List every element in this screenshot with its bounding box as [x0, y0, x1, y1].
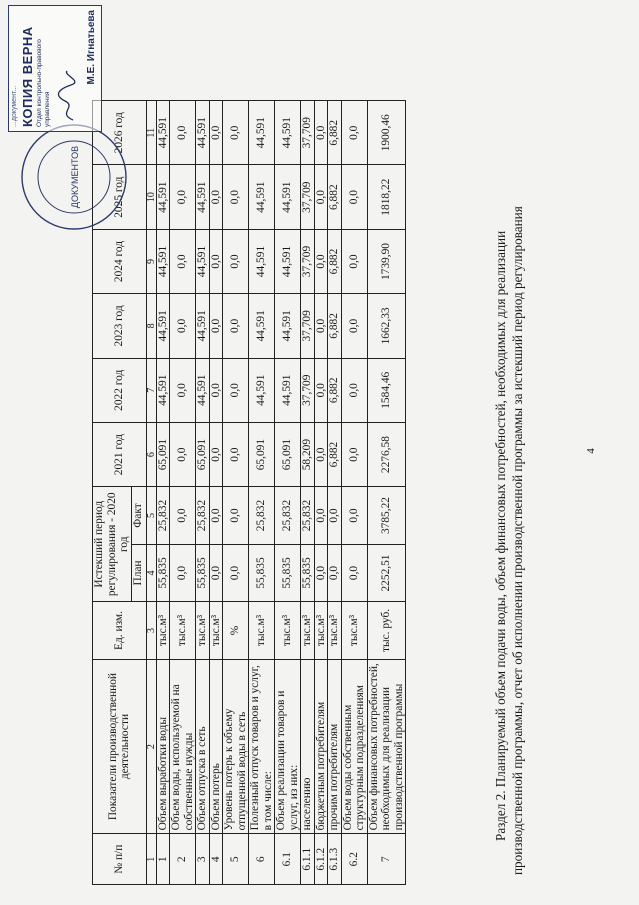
column-number: 9	[146, 229, 156, 293]
cell-num: 6.1	[275, 834, 301, 885]
cell-fact: 25,832	[196, 487, 210, 544]
cell-y2022: 6,882	[328, 358, 342, 422]
cell-y2026: 44,591	[249, 101, 275, 165]
page-number: 4	[585, 448, 597, 454]
cell-y2021: 0,0	[170, 422, 196, 486]
cell-y2025: 0,0	[341, 165, 367, 229]
table-row	[301, 101, 315, 885]
stamp-copy-label: КОПИЯ ВЕРНА	[20, 26, 35, 127]
round-seal	[18, 121, 130, 233]
heading-line-1: Раздел 2. Планируемый объем подачи воды, объем финансовых потребностей, необходимых для реализации	[493, 230, 508, 841]
column-number: 8	[146, 294, 156, 358]
cell-unit: тыс.м³	[249, 602, 275, 659]
cell-y2024: 44,591	[156, 229, 170, 293]
cell-y2024: 1739,90	[367, 229, 406, 293]
column-number: 7	[146, 358, 156, 422]
cell-y2022: 44,591	[249, 358, 275, 422]
cell-num: 6.1.3	[328, 834, 342, 885]
cell-y2025: 0,0	[314, 165, 328, 229]
cell-y2023: 0,0	[341, 294, 367, 358]
cell-unit: тыс.м³	[275, 602, 301, 659]
cell-y2023: 0,0	[223, 294, 249, 358]
header-indicator: Показатели производственной деятельности	[93, 659, 147, 834]
signature	[55, 68, 79, 123]
cell-y2021: 0,0	[341, 422, 367, 486]
seal-text: ДОКУМЕНТОВ	[70, 145, 80, 209]
cell-fact: 0,0	[341, 487, 367, 544]
cell-y2025: 0,0	[170, 165, 196, 229]
cell-y2024: 0,0	[314, 229, 328, 293]
cell-y2026: 37,709	[301, 101, 315, 165]
cell-y2026: 0,0	[223, 101, 249, 165]
cell-y2026: 0,0	[314, 101, 328, 165]
cell-plan: 0,0	[170, 544, 196, 601]
cell-y2024: 44,591	[275, 229, 301, 293]
cell-y2023: 1662,33	[367, 294, 406, 358]
table-row	[170, 101, 196, 885]
stamp-department: Отдел контрольно-правового управления	[36, 39, 51, 127]
copy-stamp	[8, 5, 102, 132]
cell-y2023: 44,591	[275, 294, 301, 358]
header-y2025: 2025 год	[93, 165, 147, 229]
cell-y2025: 0,0	[223, 165, 249, 229]
cell-y2021: 65,091	[249, 422, 275, 486]
cell-fact: 25,832	[275, 487, 301, 544]
cell-unit: тыс.м³	[328, 602, 342, 659]
cell-y2025: 0,0	[209, 165, 223, 229]
cell-fact: 0,0	[314, 487, 328, 544]
cell-num: 6	[249, 834, 275, 885]
cell-num: 2	[170, 834, 196, 885]
cell-y2022: 0,0	[170, 358, 196, 422]
cell-fact: 0,0	[328, 487, 342, 544]
cell-y2023: 44,591	[196, 294, 210, 358]
cell-num: 4	[209, 834, 223, 885]
table-row	[209, 101, 223, 885]
table-row	[341, 101, 367, 885]
cell-y2021: 6,882	[328, 422, 342, 486]
cell-name: Объем отпуска в сеть	[196, 659, 210, 834]
cell-y2022: 1584,46	[367, 358, 406, 422]
cell-y2021: 2276,58	[367, 422, 406, 486]
cell-fact: 25,832	[249, 487, 275, 544]
table-row	[196, 101, 210, 885]
cell-fact: 25,832	[301, 487, 315, 544]
cell-y2022: 44,591	[275, 358, 301, 422]
cell-plan: 55,835	[275, 544, 301, 601]
cell-y2023: 6,882	[328, 294, 342, 358]
cell-name: прочим потребителям	[328, 659, 342, 834]
cell-plan: 55,835	[156, 544, 170, 601]
cell-name: Объем потерь	[209, 659, 223, 834]
cell-y2026: 1900,46	[367, 101, 406, 165]
header-y2021: 2021 год	[93, 422, 147, 486]
cell-y2022: 0,0	[223, 358, 249, 422]
cell-plan: 55,835	[301, 544, 315, 601]
cell-y2024: 37,709	[301, 229, 315, 293]
column-number-row	[146, 101, 156, 885]
cell-num: 6.1.2	[314, 834, 328, 885]
cell-fact: 0,0	[209, 487, 223, 544]
cell-name: Объем воды собственным структурным подразделениям	[341, 659, 367, 834]
cell-plan: 0,0	[341, 544, 367, 601]
table-row	[249, 101, 275, 885]
cell-unit: тыс.м³	[209, 602, 223, 659]
cell-y2023: 0,0	[209, 294, 223, 358]
cell-name: Объем реализации товаров и услуг, из них:	[275, 659, 301, 834]
cell-y2026: 0,0	[209, 101, 223, 165]
cell-y2025: 44,591	[156, 165, 170, 229]
cell-num: 7	[367, 834, 406, 885]
cell-y2023: 44,591	[156, 294, 170, 358]
header-fact: Факт	[131, 487, 146, 544]
cell-y2021: 65,091	[156, 422, 170, 486]
cell-fact: 25,832	[156, 487, 170, 544]
cell-y2025: 44,591	[196, 165, 210, 229]
cell-fact: 0,0	[223, 487, 249, 544]
cell-unit: тыс.м³	[156, 602, 170, 659]
cell-y2023: 0,0	[314, 294, 328, 358]
column-number: 10	[146, 165, 156, 229]
cell-y2022: 44,591	[196, 358, 210, 422]
cell-unit: тыс.м³	[341, 602, 367, 659]
cell-unit: тыс. руб.	[367, 602, 406, 659]
column-number: 6	[146, 422, 156, 486]
production-table	[92, 100, 406, 885]
cell-y2021: 65,091	[196, 422, 210, 486]
cell-name: Объем финансовых потребностей, необходимых для реализации производственной программы	[367, 659, 406, 834]
column-number: 1	[146, 834, 156, 885]
table-row	[314, 101, 328, 885]
header-y2022: 2022 год	[93, 358, 147, 422]
cell-name: Объем воды, используемой на собственные нужды	[170, 659, 196, 834]
cell-y2024: 44,591	[249, 229, 275, 293]
cell-y2026: 44,591	[156, 101, 170, 165]
cell-fact: 0,0	[170, 487, 196, 544]
cell-unit: тыс.м³	[196, 602, 210, 659]
table-row	[367, 101, 406, 885]
header-num: № п/п	[93, 834, 147, 885]
stamp-tag: ...документ...	[11, 85, 18, 127]
cell-y2025: 6,882	[328, 165, 342, 229]
cell-y2024: 44,591	[196, 229, 210, 293]
cell-y2024: 0,0	[209, 229, 223, 293]
cell-num: 6.2	[341, 834, 367, 885]
cell-plan: 0,0	[223, 544, 249, 601]
cell-plan: 55,835	[196, 544, 210, 601]
cell-y2022: 44,591	[156, 358, 170, 422]
cell-num: 1	[156, 834, 170, 885]
cell-name: Уровень потерь к объему отпущенной воды в сеть	[223, 659, 249, 834]
cell-y2021: 65,091	[275, 422, 301, 486]
cell-y2025: 44,591	[275, 165, 301, 229]
cell-num: 5	[223, 834, 249, 885]
cell-y2023: 37,709	[301, 294, 315, 358]
cell-unit: тыс.м³	[301, 602, 315, 659]
header-plan: План	[131, 544, 146, 601]
cell-y2024: 0,0	[223, 229, 249, 293]
heading-line-2: производственной программы, отчет об исполнении производственной программы за истекший период регулирования	[510, 206, 525, 875]
cell-name: Объем выработки воды	[156, 659, 170, 834]
header-y2023: 2023 год	[93, 294, 147, 358]
cell-y2022: 0,0	[341, 358, 367, 422]
cell-y2026: 0,0	[170, 101, 196, 165]
table-body	[93, 101, 406, 885]
cell-y2021: 0,0	[209, 422, 223, 486]
cell-y2024: 6,882	[328, 229, 342, 293]
cell-num: 6.1.1	[301, 834, 315, 885]
column-number: 4	[146, 544, 156, 601]
cell-num: 3	[196, 834, 210, 885]
column-number: 11	[146, 101, 156, 165]
cell-unit: тыс.м³	[170, 602, 196, 659]
cell-y2022: 0,0	[314, 358, 328, 422]
cell-y2024: 0,0	[341, 229, 367, 293]
cell-y2024: 0,0	[170, 229, 196, 293]
cell-y2025: 44,591	[249, 165, 275, 229]
column-number: 5	[146, 487, 156, 544]
cell-plan: 0,0	[328, 544, 342, 601]
cell-plan: 0,0	[314, 544, 328, 601]
cell-fact: 3785,22	[367, 487, 406, 544]
cell-name: бюджетным потребителям	[314, 659, 328, 834]
cell-y2022: 0,0	[209, 358, 223, 422]
cell-plan: 55,835	[249, 544, 275, 601]
cell-y2026: 0,0	[341, 101, 367, 165]
cell-y2021: 0,0	[223, 422, 249, 486]
cell-y2026: 44,591	[196, 101, 210, 165]
cell-y2026: 6,882	[328, 101, 342, 165]
cell-y2025: 37,709	[301, 165, 315, 229]
cell-name: Полезный отпуск товаров и услуг, в том числе:	[249, 659, 275, 834]
header-period: Истекший период регулирования - 2020 год	[93, 487, 132, 602]
column-number: 2	[146, 659, 156, 834]
table-row	[275, 101, 301, 885]
cell-plan: 2252,51	[367, 544, 406, 601]
cell-y2021: 0,0	[314, 422, 328, 486]
table-row	[328, 101, 342, 885]
cell-name: населению	[301, 659, 315, 834]
cell-unit: %	[223, 602, 249, 659]
cell-unit: тыс.м³	[314, 602, 328, 659]
header-y2026: 2026 год	[93, 101, 147, 165]
header-unit: Ед. изм.	[93, 602, 147, 659]
cell-plan: 0,0	[209, 544, 223, 601]
cell-y2021: 58,209	[301, 422, 315, 486]
section-heading	[492, 45, 526, 875]
table-row	[156, 101, 170, 885]
column-number: 3	[146, 602, 156, 659]
cell-y2023: 0,0	[170, 294, 196, 358]
table-row	[223, 101, 249, 885]
stamp-name: М.Е. Игнатьева	[86, 10, 97, 85]
cell-y2023: 44,591	[249, 294, 275, 358]
cell-y2026: 44,591	[275, 101, 301, 165]
cell-y2022: 37,709	[301, 358, 315, 422]
header-y2024: 2024 год	[93, 229, 147, 293]
cell-y2025: 1818,22	[367, 165, 406, 229]
